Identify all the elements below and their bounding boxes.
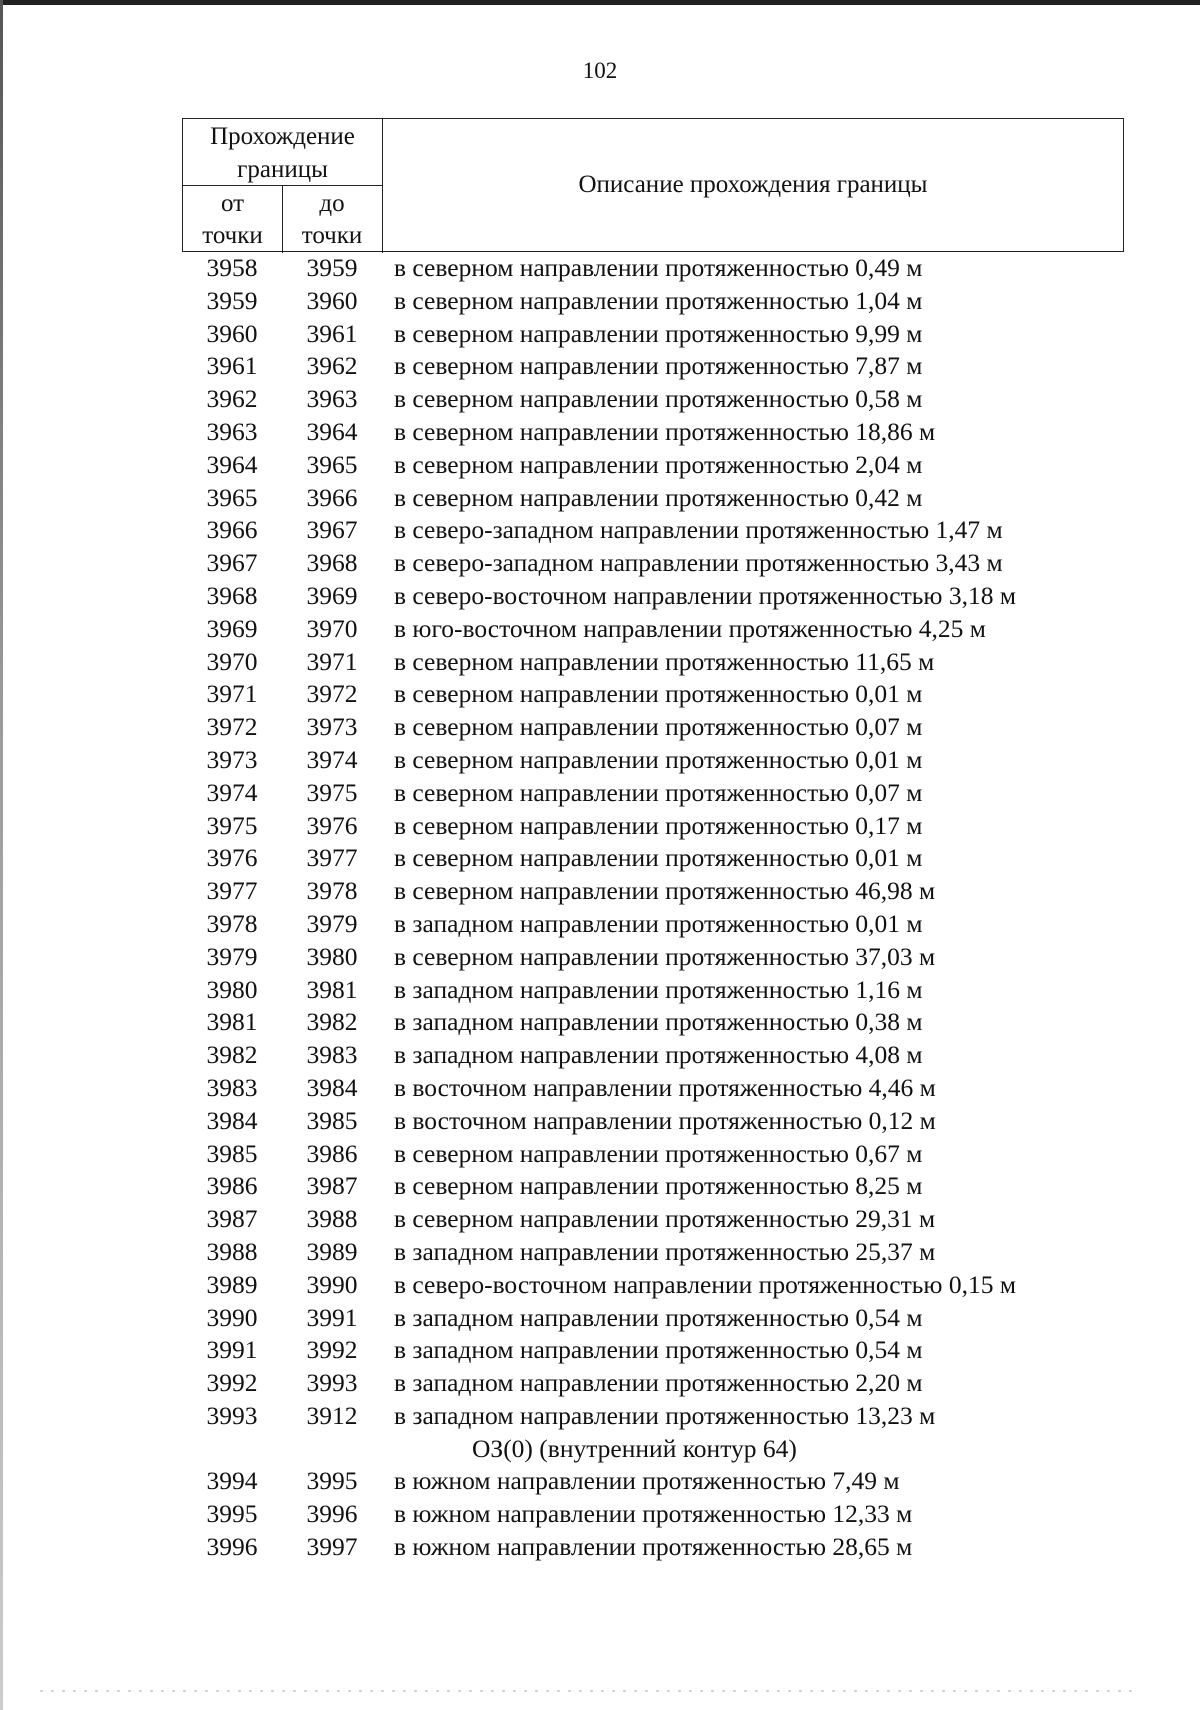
description-cell: в восточном направлении протяженностью 0,12 м bbox=[394, 1105, 936, 1135]
table-row bbox=[182, 1039, 1124, 1072]
from-point-cell: 3961 bbox=[206, 351, 258, 381]
table-row bbox=[182, 1236, 1124, 1269]
table-row bbox=[182, 580, 1124, 613]
to-point-cell: 3979 bbox=[306, 908, 358, 938]
table-row bbox=[182, 482, 1124, 515]
top-scan-border bbox=[0, 0, 1200, 5]
to-point-cell: 3972 bbox=[306, 679, 358, 709]
description-cell: в южном направлении протяженностью 28,65 м bbox=[394, 1532, 913, 1562]
from-point-cell: 3967 bbox=[206, 548, 258, 578]
table-row bbox=[182, 1498, 1124, 1531]
table-row bbox=[182, 350, 1124, 383]
to-point-cell: 3966 bbox=[306, 482, 358, 512]
description-cell: в северо-восточном направлении протяженностью 3,18 м bbox=[394, 580, 1016, 610]
from-point-cell: 3964 bbox=[206, 449, 258, 479]
table-row bbox=[182, 810, 1124, 843]
from-point-cell: 3963 bbox=[206, 416, 258, 446]
from-point-cell: 3972 bbox=[206, 712, 258, 742]
to-point-cell: 3990 bbox=[306, 1269, 358, 1299]
table-row bbox=[182, 1006, 1124, 1039]
to-point-cell: 3987 bbox=[306, 1171, 358, 1201]
bottom-scan-noise bbox=[40, 1690, 1140, 1692]
description-cell: в северном направлении протяженностью 0,07 м bbox=[394, 712, 923, 742]
from-point-cell: 3974 bbox=[206, 777, 258, 807]
to-point-cell: 3988 bbox=[306, 1204, 358, 1234]
table-row bbox=[182, 941, 1124, 974]
from-point-cell: 3971 bbox=[206, 679, 258, 709]
table-row bbox=[182, 711, 1124, 744]
table-row bbox=[182, 285, 1124, 318]
table-row bbox=[182, 613, 1124, 646]
to-point-cell: 3982 bbox=[306, 1007, 358, 1037]
to-point-cell: 3974 bbox=[306, 744, 358, 774]
from-point-cell: 3986 bbox=[206, 1171, 258, 1201]
from-point-cell: 3992 bbox=[206, 1368, 258, 1398]
from-point-cell: 3989 bbox=[206, 1269, 258, 1299]
to-point-cell: 3965 bbox=[306, 449, 358, 479]
table-row bbox=[182, 318, 1124, 351]
description-cell: в юго-восточном направлении протяженностью 4,25 м bbox=[394, 613, 986, 643]
to-point-cell: 3996 bbox=[306, 1499, 358, 1529]
description-cell: в западном направлении протяженностью 0,38 м bbox=[394, 1007, 923, 1037]
description-cell: в северном направлении протяженностью 0,42 м bbox=[394, 482, 923, 512]
description-cell: в северном направлении протяженностью 18,86 м bbox=[394, 416, 936, 446]
to-point-cell: 3997 bbox=[306, 1532, 358, 1562]
description-cell: в северном направлении протяженностью 9,99 м bbox=[394, 318, 923, 348]
to-point-cell: 3960 bbox=[306, 285, 358, 315]
description-cell: в северном направлении протяженностью 0,49 м bbox=[394, 253, 923, 282]
description-cell: в северном направлении протяженностью 1,04 м bbox=[394, 285, 923, 315]
table-row bbox=[182, 646, 1124, 679]
from-point-cell: 3993 bbox=[206, 1400, 258, 1430]
table-row bbox=[182, 1531, 1124, 1564]
header-from-line2: точки bbox=[202, 222, 263, 249]
section-heading-row bbox=[182, 1433, 1124, 1466]
table-row bbox=[182, 842, 1124, 875]
from-point-cell: 3973 bbox=[206, 744, 258, 774]
from-point-cell: 3990 bbox=[206, 1302, 258, 1332]
header-description bbox=[383, 119, 1123, 251]
description-cell: в северном направлении протяженностью 0,01 м bbox=[394, 744, 923, 774]
to-point-cell: 3964 bbox=[306, 416, 358, 446]
to-point-cell: 3961 bbox=[306, 318, 358, 348]
description-cell: в северном направлении протяженностью 0,67 м bbox=[394, 1138, 923, 1168]
table-row bbox=[182, 875, 1124, 908]
to-point-cell: 3976 bbox=[306, 810, 358, 840]
header-to-line2: точки bbox=[301, 222, 363, 249]
from-point-cell: 3991 bbox=[206, 1335, 258, 1365]
from-point-cell: 3959 bbox=[206, 285, 258, 315]
description-cell: в северном направлении протяженностью 7,87 м bbox=[394, 351, 923, 381]
description-cell: в южном направлении протяженностью 12,33 м bbox=[394, 1499, 913, 1529]
to-point-cell: 3973 bbox=[306, 712, 358, 742]
to-point-cell: 3984 bbox=[306, 1072, 358, 1102]
to-point-cell: 3993 bbox=[306, 1368, 358, 1398]
description-cell: в западном направлении протяженностью 2,20 м bbox=[394, 1368, 923, 1398]
header-description-text: Описание прохождения границы bbox=[578, 171, 928, 198]
description-cell: в северо-западном направлении протяженностью 1,47 м bbox=[394, 515, 1003, 545]
to-point-cell: 3978 bbox=[306, 876, 358, 906]
table-row bbox=[182, 1465, 1124, 1498]
table-body bbox=[182, 252, 1124, 1564]
description-cell: в северо-восточном направлении протяженностью 0,15 м bbox=[394, 1269, 1016, 1299]
description-cell: в южном направлении протяженностью 7,49 м bbox=[394, 1466, 900, 1496]
description-cell: в восточном направлении протяженностью 4,46 м bbox=[394, 1072, 936, 1102]
description-cell: в северном направлении протяженностью 0,01 м bbox=[394, 679, 923, 709]
from-point-cell: 3965 bbox=[206, 482, 258, 512]
from-point-cell: 3970 bbox=[206, 646, 258, 676]
to-point-cell: 3962 bbox=[306, 351, 358, 381]
left-scan-edge bbox=[0, 0, 3, 1710]
table-row bbox=[182, 1203, 1124, 1236]
description-cell: в северном направлении протяженностью 2,04 м bbox=[394, 449, 923, 479]
table-row bbox=[182, 1269, 1124, 1302]
to-point-cell: 3975 bbox=[306, 777, 358, 807]
from-point-cell: 3969 bbox=[206, 613, 258, 643]
header-passage-line2: границы bbox=[237, 156, 328, 183]
from-point-cell: 3962 bbox=[206, 384, 258, 414]
table-row bbox=[182, 514, 1124, 547]
table-row bbox=[182, 547, 1124, 580]
table-row bbox=[182, 252, 1124, 285]
description-cell: в западном направлении протяженностью 13,23 м bbox=[394, 1400, 936, 1430]
description-cell: в северном направлении протяженностью 0,01 м bbox=[394, 843, 923, 873]
description-cell: в северном направлении протяженностью 29,31 м bbox=[394, 1204, 936, 1234]
description-cell: в северном направлении протяженностью 8,25 м bbox=[394, 1171, 923, 1201]
table-row bbox=[182, 449, 1124, 482]
to-point-cell: 3992 bbox=[306, 1335, 358, 1365]
table-row bbox=[182, 1400, 1124, 1433]
to-point-cell: 3969 bbox=[306, 580, 358, 610]
from-point-cell: 3996 bbox=[206, 1532, 258, 1562]
to-point-cell: 3981 bbox=[306, 974, 358, 1004]
to-point-cell: 3985 bbox=[306, 1105, 358, 1135]
from-point-cell: 3960 bbox=[206, 318, 258, 348]
table-row bbox=[182, 974, 1124, 1007]
header-passage-line1: Прохождение bbox=[210, 123, 355, 150]
from-point-cell: 3981 bbox=[206, 1007, 258, 1037]
table-row bbox=[182, 1334, 1124, 1367]
to-point-cell: 3991 bbox=[306, 1302, 358, 1332]
from-point-cell: 3968 bbox=[206, 580, 258, 610]
header-from-point bbox=[183, 185, 283, 253]
from-point-cell: 3979 bbox=[206, 941, 258, 971]
description-cell: в западном направлении протяженностью 1,16 м bbox=[394, 974, 923, 1004]
table-header bbox=[182, 118, 1124, 252]
description-cell: в западном направлении протяженностью 25,37 м bbox=[394, 1236, 936, 1266]
page-number: 102 bbox=[582, 58, 618, 83]
to-point-cell: 3971 bbox=[306, 646, 358, 676]
header-from-line1: от bbox=[220, 190, 245, 217]
from-point-cell: 3975 bbox=[206, 810, 258, 840]
from-point-cell: 3966 bbox=[206, 515, 258, 545]
from-point-cell: 3977 bbox=[206, 876, 258, 906]
description-cell: в северном направлении протяженностью 0,58 м bbox=[394, 384, 923, 414]
description-cell: в северном направлении протяженностью 46,98 м bbox=[394, 876, 936, 906]
from-point-cell: 3976 bbox=[206, 843, 258, 873]
table-row bbox=[182, 678, 1124, 711]
from-point-cell: 3958 bbox=[206, 253, 258, 282]
table-row bbox=[182, 1072, 1124, 1105]
to-point-cell: 3959 bbox=[306, 253, 358, 282]
header-to-line1: до bbox=[319, 190, 345, 217]
header-boundary-passage bbox=[183, 119, 383, 186]
description-cell: в северо-западном направлении протяженностью 3,43 м bbox=[394, 548, 1003, 578]
description-cell: в северном направлении протяженностью 0,07 м bbox=[394, 777, 923, 807]
table-row bbox=[182, 383, 1124, 416]
table-row bbox=[182, 1170, 1124, 1203]
table-row bbox=[182, 1138, 1124, 1171]
table-row bbox=[182, 1367, 1124, 1400]
from-point-cell: 3988 bbox=[206, 1236, 258, 1266]
table-row bbox=[182, 416, 1124, 449]
from-point-cell: 3982 bbox=[206, 1040, 258, 1070]
to-point-cell: 3968 bbox=[306, 548, 358, 578]
to-point-cell: 3912 bbox=[306, 1400, 358, 1430]
to-point-cell: 3995 bbox=[306, 1466, 358, 1496]
description-cell: в западном направлении протяженностью 4,08 м bbox=[394, 1040, 923, 1070]
from-point-cell: 3984 bbox=[206, 1105, 258, 1135]
from-point-cell: 3995 bbox=[206, 1499, 258, 1529]
description-cell: в северном направлении протяженностью 11,65 м bbox=[394, 646, 935, 676]
description-cell: в западном направлении протяженностью 0,01 м bbox=[394, 908, 923, 938]
description-cell: в северном направлении протяженностью 37,03 м bbox=[394, 941, 936, 971]
to-point-cell: 3977 bbox=[306, 843, 358, 873]
to-point-cell: 3963 bbox=[306, 384, 358, 414]
from-point-cell: 3983 bbox=[206, 1072, 258, 1102]
description-cell: в западном направлении протяженностью 0,54 м bbox=[394, 1335, 923, 1365]
table-row bbox=[182, 1105, 1124, 1138]
to-point-cell: 3967 bbox=[306, 515, 358, 545]
description-cell: в северном направлении протяженностью 0,17 м bbox=[394, 810, 923, 840]
to-point-cell: 3983 bbox=[306, 1040, 358, 1070]
to-point-cell: 3970 bbox=[306, 613, 358, 643]
from-point-cell: 3994 bbox=[206, 1466, 258, 1496]
table-row bbox=[182, 1302, 1124, 1335]
description-cell: в западном направлении протяженностью 0,54 м bbox=[394, 1302, 923, 1332]
to-point-cell: 3989 bbox=[306, 1236, 358, 1266]
table-row bbox=[182, 744, 1124, 777]
table-row bbox=[182, 908, 1124, 941]
from-point-cell: 3987 bbox=[206, 1204, 258, 1234]
to-point-cell: 3980 bbox=[306, 941, 358, 971]
to-point-cell: 3986 bbox=[306, 1138, 358, 1168]
from-point-cell: 3980 bbox=[206, 974, 258, 1004]
from-point-cell: 3985 bbox=[206, 1138, 258, 1168]
from-point-cell: 3978 bbox=[206, 908, 258, 938]
table-row bbox=[182, 777, 1124, 810]
header-to-point bbox=[282, 185, 383, 253]
section-title: ОЗ(0) (внутренний контур 64) bbox=[472, 1433, 797, 1463]
